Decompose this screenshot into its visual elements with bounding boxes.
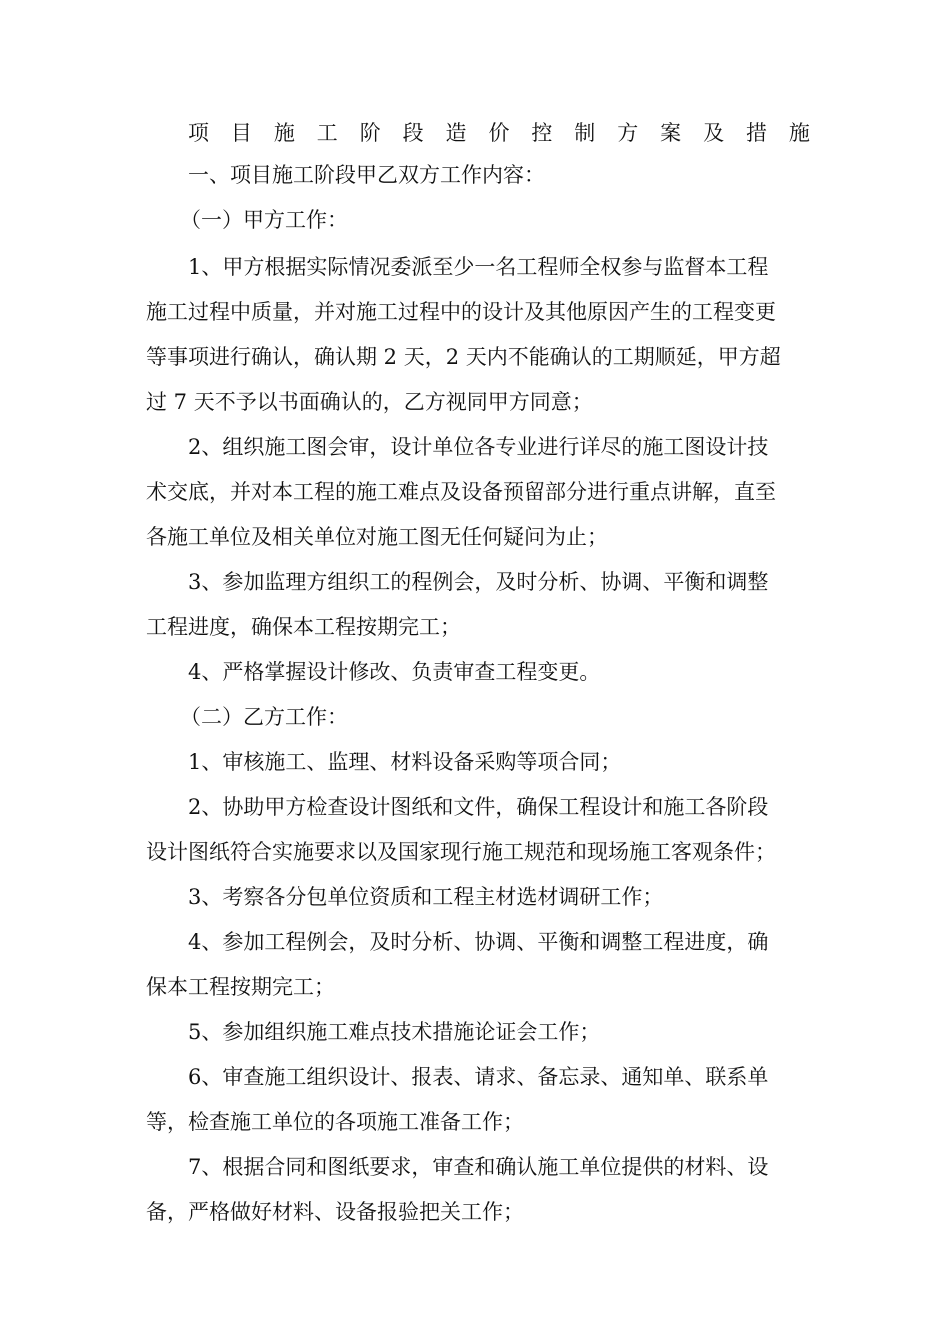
subsection-heading: （一）甲方工作： bbox=[180, 208, 348, 232]
title-char: 方 bbox=[617, 121, 639, 145]
title-char: 制 bbox=[574, 121, 596, 145]
title-char: 控 bbox=[531, 121, 553, 145]
paragraph-line: 1、甲方根据实际情况委派至少一名工程师全权参与监督本工程 bbox=[188, 255, 769, 279]
paragraph-line: 4、严格掌握设计修改、负责审查工程变更。 bbox=[188, 660, 601, 684]
title-char: 及 bbox=[703, 121, 725, 145]
paragraph-line: 设计图纸符合实施要求以及国家现行施工规范和现场施工客观条件； bbox=[146, 840, 776, 864]
title-char: 工 bbox=[316, 121, 338, 145]
section-heading: 一、项目施工阶段甲乙双方工作内容： bbox=[188, 163, 545, 187]
paragraph-line: 5、参加组织施工难点技术措施论证会工作； bbox=[188, 1020, 601, 1044]
paragraph-line: 等事项进行确认，确认期 2 天，2 天内不能确认的工期顺延，甲方超 bbox=[146, 345, 781, 369]
paragraph-line: 保本工程按期完工； bbox=[146, 975, 335, 999]
document-title bbox=[188, 118, 810, 148]
paragraph-line: 各施工单位及相关单位对施工图无任何疑问为止； bbox=[146, 525, 608, 549]
title-char: 施 bbox=[273, 121, 295, 145]
paragraph-line: 2、协助甲方检查设计图纸和文件，确保工程设计和施工各阶段 bbox=[188, 795, 769, 819]
title-char: 目 bbox=[230, 121, 252, 145]
paragraph-line: 施工过程中质量，并对施工过程中的设计及其他原因产生的工程变更 bbox=[146, 300, 776, 324]
paragraph-line: 2、组织施工图会审，设计单位各专业进行详尽的施工图设计技 bbox=[188, 435, 769, 459]
paragraph-line: 4、参加工程例会，及时分析、协调、平衡和调整工程进度，确 bbox=[188, 930, 769, 954]
paragraph-line: 备，严格做好材料、设备报验把关工作； bbox=[146, 1200, 524, 1224]
title-char: 段 bbox=[402, 121, 424, 145]
title-char: 案 bbox=[660, 121, 682, 145]
paragraph-line: 7、根据合同和图纸要求，审查和确认施工单位提供的材料、设 bbox=[188, 1155, 769, 1179]
title-char: 项 bbox=[188, 121, 209, 145]
paragraph-line: 3、考察各分包单位资质和工程主材选材调研工作； bbox=[188, 885, 664, 909]
title-char: 阶 bbox=[359, 121, 381, 145]
paragraph-line: 6、审查施工组织设计、报表、请求、备忘录、通知单、联系单 bbox=[188, 1065, 769, 1089]
paragraph-line: 过 7 天不予以书面确认的，乙方视同甲方同意； bbox=[146, 390, 593, 414]
title-char: 措 bbox=[745, 121, 767, 145]
title-char: 造 bbox=[445, 121, 467, 145]
subsection-heading: （二）乙方工作： bbox=[180, 705, 348, 729]
title-char: 施 bbox=[788, 121, 810, 145]
paragraph-line: 工程进度，确保本工程按期完工； bbox=[146, 615, 461, 639]
paragraph-line: 3、参加监理方组织工的程例会，及时分析、协调、平衡和调整 bbox=[188, 570, 769, 594]
paragraph-line: 1、审核施工、监理、材料设备采购等项合同； bbox=[188, 750, 622, 774]
title-char: 价 bbox=[488, 121, 510, 145]
paragraph-line: 术交底，并对本工程的施工难点及设备预留部分进行重点讲解，直至 bbox=[146, 480, 776, 504]
paragraph-line: 等，检查施工单位的各项施工准备工作； bbox=[146, 1110, 524, 1134]
